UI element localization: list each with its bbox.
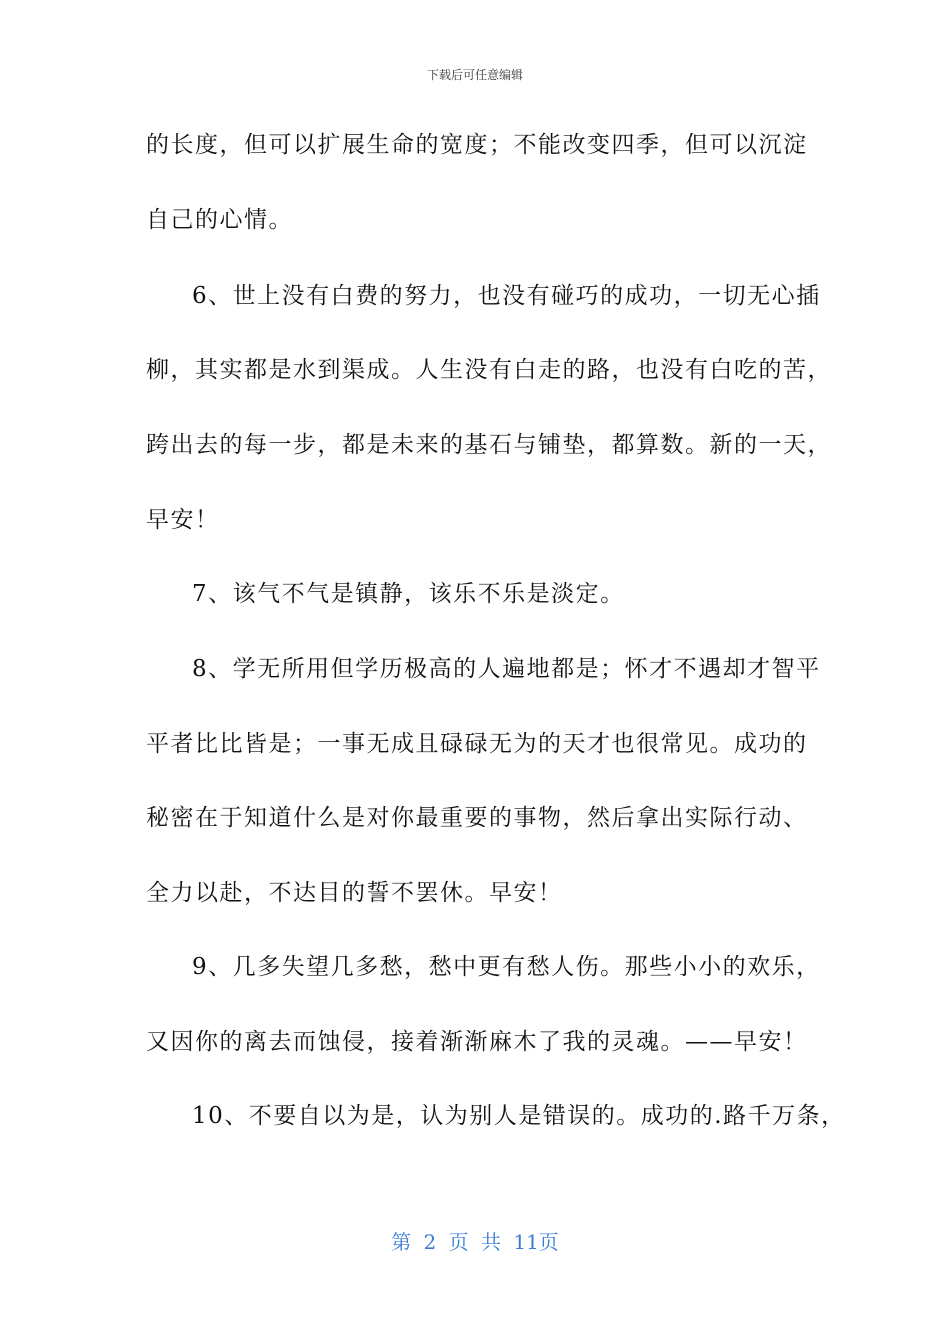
paragraph-7-line: 7、该气不气是镇静，该乐不乐是淡定。	[192, 581, 625, 607]
page-footer: 第 2 页 共 11页	[391, 1230, 559, 1254]
text-line: 的长度，但可以扩展生命的宽度；不能改变四季，但可以沉淀	[146, 132, 808, 158]
text-line: 自己的心情。	[146, 207, 293, 233]
text-line: 跨出去的每一步，都是未来的基石与铺垫，都算数。新的一天，	[146, 432, 832, 458]
text-line: 平者比比皆是；一事无成且碌碌无为的天才也很常见。成功的	[146, 731, 808, 757]
text-line: 秘密在于知道什么是对你最重要的事物，然后拿出实际行动、	[146, 805, 808, 831]
paragraph-6-line: 6、世上没有白费的努力，也没有碰巧的成功，一切无心插	[192, 283, 821, 309]
text-line: 早安！	[146, 507, 220, 533]
paragraph-9-line: 9、几多失望几多愁，愁中更有愁人伤。那些小小的欢乐，	[192, 954, 821, 980]
text-line: 全力以赴，不达目的誓不罢休。早安！	[146, 880, 563, 906]
paragraph-8-line: 8、学无所用但学历极高的人遍地都是；怀才不遇却才智平	[192, 656, 821, 682]
text-line: 又因你的离去而蚀侵，接着渐渐麻木了我的灵魂。——早安！	[146, 1029, 808, 1055]
text-line: 柳，其实都是水到渠成。人生没有白走的路，也没有白吃的苦，	[146, 357, 832, 383]
page-header: 下载后可任意编辑	[426, 68, 523, 82]
paragraph-10-line: 10、不要自以为是，认为别人是错误的。成功的.路千万条，	[192, 1103, 846, 1129]
